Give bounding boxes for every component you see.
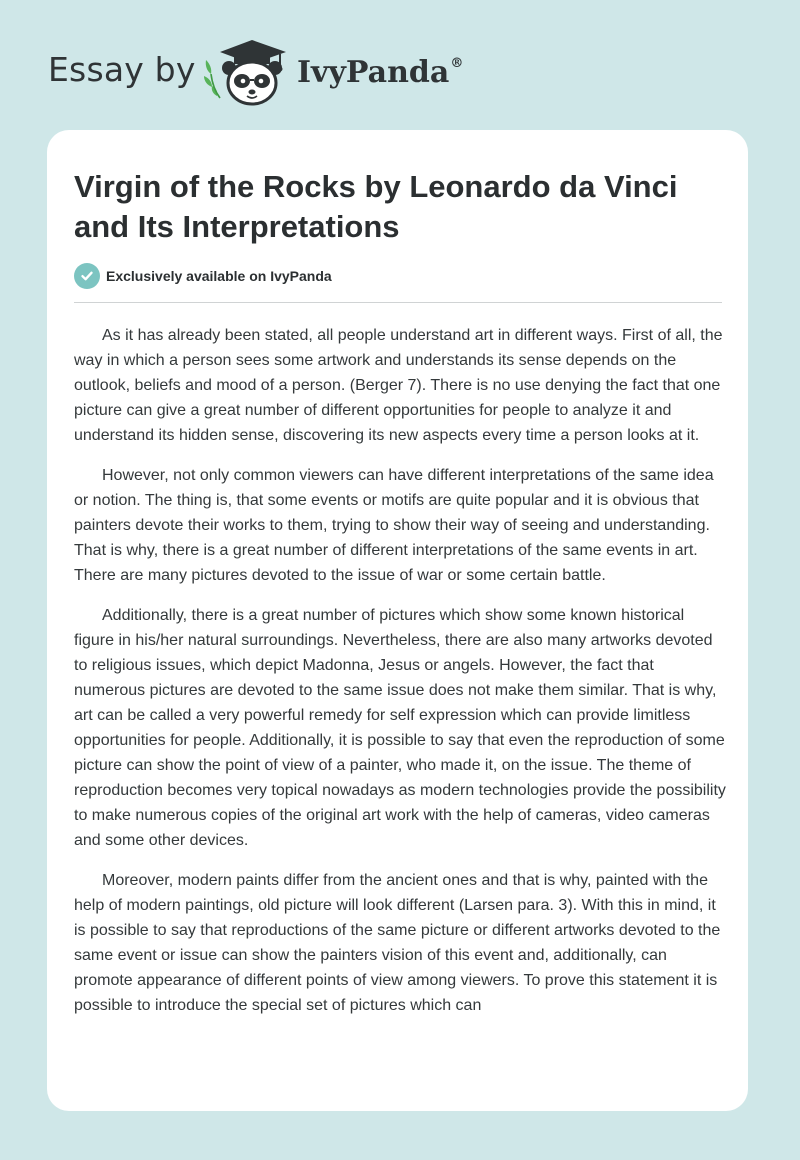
site-header — [0, 0, 800, 130]
divider — [74, 302, 722, 303]
paragraph: However, not only common viewers can have different interpretations of the same idea or notion. The thing is, that some events or motifs are quite popular and it is obvious that painters devote their works to them, trying to show their way of seeing and understanding. That is why, there is a great number of different interpretations of the same events in art. There are many pictures devoted to the issue of war or some certain battle. — [74, 467, 714, 584]
essay-body — [74, 323, 726, 1033]
panda-graduate-icon[interactable] — [200, 38, 292, 108]
essay-by-label: Essay by — [48, 50, 196, 89]
brand-text: IvyPanda — [297, 55, 450, 90]
check-icon — [74, 263, 100, 289]
essay-card — [47, 130, 748, 1111]
paragraph: Moreover, modern paints differ from the ancient ones and that is why, painted with the help of modern paintings, old picture will look different (Larsen para. 3). With this in mind, it is possible to say that reproductions of the same picture or different artworks devoted to the same event or issue can show the painters vision of this event and, additionally, can promote appearance of different points of view among viewers. To prove this statement it is possible to introduce the special set of pictures which can — [74, 872, 721, 1014]
brand-name[interactable] — [297, 55, 463, 90]
exclusive-label: Exclusively available on IvyPanda — [106, 268, 332, 284]
essay-title: Virgin of the Rocks by Leonardo da Vinci and Its Interpretations — [74, 169, 678, 244]
registered-mark: ® — [450, 56, 464, 71]
paragraph: As it has already been stated, all people understand art in different ways. First of all, the way in which a person sees some artwork and understands its sense depends on the outlook, beliefs and mood of a person. (Berger 7). There is no use denying the fact that one picture can give a great number of different opportunities for people to analyze it and understand its hidden sense, discovering its new aspects every time a person looks at it. — [74, 327, 723, 444]
paragraph: Additionally, there is a great number of pictures which show some known historical figure in his/her natural surroundings. Nevertheless, there are also many artworks devoted to religious issues, which depict Madonna, Jesus or angels. However, the fact that numerous pictures are devoted to the same issue does not make them similar. That is why, art can be called a very powerful remedy for self expression which can provide limitless opportunities for people. Additionally, it is possible to say that even the reproduction of some picture can show the point of view of a painter, who made it, on the issue. The theme of reproduction becomes very topical nowadays as modern technologies provide the possibility to make numerous copies of the original art work with the help of cameras, video cameras and some other devices. — [74, 607, 726, 849]
exclusive-badge — [74, 263, 332, 289]
leaf-icon — [204, 60, 220, 98]
